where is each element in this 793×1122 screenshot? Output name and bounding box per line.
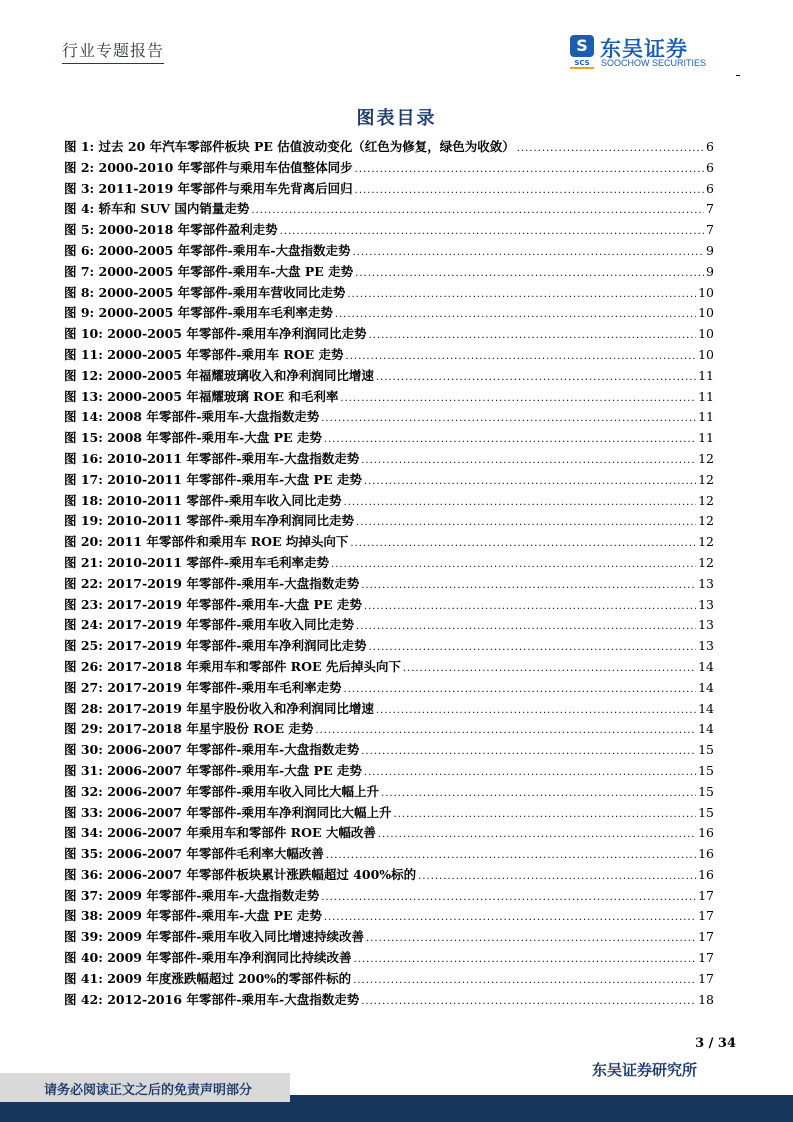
toc-entry-label: 图 4: 轿车和 SUV 国内销量走势 [64, 201, 250, 217]
toc-entry[interactable] [64, 511, 714, 532]
toc-entry-page: 12 [698, 471, 714, 487]
toc-entry-page: 14 [698, 679, 714, 695]
toc-entry-label: 图 19: 2010-2011 零部件-乘用车净利润同比走势 [64, 513, 355, 529]
toc-entry[interactable] [64, 948, 714, 969]
toc-entry[interactable] [64, 553, 714, 574]
toc-entry-page: 16 [698, 825, 714, 841]
toc-entry[interactable] [64, 449, 714, 470]
logo-mark-icon: S [570, 35, 594, 57]
toc-entry-page: 17 [698, 887, 714, 903]
toc-entry-label: 图 37: 2009 年零部件-乘用车-大盘指数走势 [64, 887, 320, 903]
leader-dots [331, 559, 696, 570]
leader-dots [353, 975, 696, 986]
toc-entry-page: 13 [698, 596, 714, 612]
toc-entry[interactable] [64, 740, 714, 761]
toc-entry-page: 13 [698, 575, 714, 591]
toc-entry-label: 图 23: 2017-2019 年零部件-乘用车-大盘 PE 走势 [64, 596, 362, 612]
toc-entry-label: 图 30: 2006-2007 年零部件-乘用车-大盘指数走势 [64, 742, 360, 758]
toc-entry-label: 图 2: 2000-2010 年零部件与乘用车估值整体同步 [64, 159, 353, 175]
toc-entry[interactable] [64, 782, 714, 803]
leader-dots [321, 413, 696, 424]
toc-entry[interactable] [64, 865, 714, 886]
toc-entry[interactable] [64, 906, 714, 927]
toc-entry-page: 17 [698, 970, 714, 986]
leader-dots [324, 434, 696, 445]
toc-entry-label: 图 31: 2006-2007 年零部件-乘用车-大盘 PE 走势 [64, 762, 362, 778]
leader-dots [353, 247, 705, 258]
leader-dots [344, 497, 697, 508]
leader-dots [335, 309, 696, 320]
toc-entry[interactable] [64, 927, 714, 948]
toc-entry-page: 10 [698, 346, 714, 362]
toc-entry-label: 图 7: 2000-2005 年零部件-乘用车-大盘 PE 走势 [64, 263, 354, 279]
company-logo [570, 35, 740, 75]
toc-entry-label: 图 14: 2008 年零部件-乘用车-大盘指数走势 [64, 409, 320, 425]
toc-entry-label: 图 39: 2009 年零部件-乘用车收入同比增速持续改善 [64, 929, 365, 945]
leader-dots [403, 663, 696, 674]
toc-entry-label: 图 32: 2006-2007 年零部件-乘用车收入同比大幅上升 [64, 783, 380, 799]
leader-dots [355, 185, 704, 196]
toc-entry[interactable] [64, 532, 714, 553]
report-category: 行业专题报告 [62, 38, 164, 64]
leader-dots [356, 621, 696, 632]
toc-entry-label: 图 40: 2009 年零部件-乘用车净利润同比持续改善 [64, 950, 352, 966]
toc-entry-label: 图 13: 2000-2005 年福耀玻璃 ROE 和毛利率 [64, 388, 339, 404]
logo-english-name: SOOCHOW SECURITIES [601, 58, 707, 68]
toc-entry[interactable] [64, 241, 714, 262]
toc-entry[interactable] [64, 179, 714, 200]
toc-entry-label: 图 8: 2000-2005 年零部件-乘用车营收同比走势 [64, 284, 346, 300]
toc-entry-label: 图 34: 2006-2007 年乘用车和零部件 ROE 大幅改善 [64, 825, 376, 841]
toc-entry-page: 10 [698, 284, 714, 300]
toc-entry-page: 14 [698, 700, 714, 716]
toc-entry-page: 16 [698, 866, 714, 882]
toc-entry[interactable] [64, 969, 714, 990]
toc-entry-page: 6 [706, 159, 714, 175]
toc-entry-label: 图 41: 2009 年度涨跌幅超过 200%的零部件标的 [64, 970, 352, 986]
leader-dots [315, 725, 696, 736]
toc-entry-label: 图 42: 2012-2016 年零部件-乘用车-大盘指数走势 [64, 991, 360, 1007]
toc-entry-label: 图 11: 2000-2005 年零部件-乘用车 ROE 走势 [64, 346, 344, 362]
toc-entry[interactable] [64, 699, 714, 720]
toc-entry-page: 10 [698, 326, 714, 342]
toc-entry-label: 图 26: 2017-2018 年乘用车和零部件 ROE 先后掉头向下 [64, 658, 401, 674]
toc-entry[interactable] [64, 636, 714, 657]
toc-entry-label: 图 36: 2006-2007 年零部件板块累计涨跌幅超过 400%标的 [64, 866, 417, 882]
toc-entry-page: 12 [698, 450, 714, 466]
toc-entry-page: 14 [698, 658, 714, 674]
toc-entry-page: 11 [698, 430, 714, 446]
logo-abbr: SCS [570, 59, 594, 69]
toc-entry-page: 9 [706, 242, 714, 258]
toc-entry-page: 12 [698, 513, 714, 529]
toc-entry[interactable] [64, 324, 714, 345]
leader-dots [376, 705, 696, 716]
toc-entry[interactable] [64, 886, 714, 907]
toc-entry-page: 16 [698, 846, 714, 862]
header-mark [736, 75, 740, 76]
toc-entry-page: 12 [698, 554, 714, 570]
leader-dots [517, 143, 704, 154]
toc-entry[interactable] [64, 345, 714, 366]
toc-entry-label: 图 28: 2017-2019 年星宇股份收入和净利润同比增速 [64, 700, 374, 716]
toc-entry-page: 15 [698, 804, 714, 820]
toc-entry-label: 图 3: 2011-2019 年零部件与乘用车先背离后回归 [64, 180, 353, 196]
leader-dots [346, 351, 697, 362]
leader-dots [355, 268, 704, 279]
leader-dots [324, 912, 696, 923]
toc-entry-label: 图 25: 2017-2019 年零部件-乘用车净利润同比走势 [64, 638, 367, 654]
toc-entry-label: 图 10: 2000-2005 年零部件-乘用车净利润同比走势 [64, 326, 367, 342]
toc-entry[interactable] [64, 803, 714, 824]
toc-entry-label: 图 16: 2010-2011 年零部件-乘用车-大盘指数走势 [64, 450, 360, 466]
leader-dots [418, 871, 696, 882]
leader-dots [350, 538, 696, 549]
leader-dots [340, 393, 696, 404]
toc-entry-page: 15 [698, 742, 714, 758]
leader-dots [347, 289, 696, 300]
toc-entry-label: 图 24: 2017-2019 年零部件-乘用车收入同比走势 [64, 617, 355, 633]
toc-entry-page: 6 [706, 180, 714, 196]
toc-entry-page: 11 [698, 409, 714, 425]
toc-entry-page: 11 [698, 367, 714, 383]
toc-entry-label: 图 6: 2000-2005 年零部件-乘用车-大盘指数走势 [64, 242, 351, 258]
toc-entry-label: 图 38: 2009 年零部件-乘用车-大盘 PE 走势 [64, 908, 322, 924]
toc-entry-page: 7 [706, 222, 714, 238]
toc-entry-page: 17 [698, 950, 714, 966]
toc-entry-page: 15 [698, 762, 714, 778]
leader-dots [361, 580, 696, 591]
leader-dots [355, 164, 704, 175]
toc-entry-label: 图 33: 2006-2007 年零部件-乘用车净利润同比大幅上升 [64, 804, 392, 820]
leader-dots [361, 455, 696, 466]
leader-dots [344, 684, 697, 695]
toc-entry[interactable] [64, 199, 714, 220]
toc-entry-label: 图 21: 2010-2011 零部件-乘用车毛利率走势 [64, 554, 330, 570]
toc-entry-label: 图 9: 2000-2005 年零部件-乘用车毛利率走势 [64, 305, 333, 321]
toc-entry-label: 图 15: 2008 年零部件-乘用车-大盘 PE 走势 [64, 430, 322, 446]
toc-entry-label: 图 18: 2010-2011 零部件-乘用车收入同比走势 [64, 492, 342, 508]
toc-entry-page: 17 [698, 929, 714, 945]
toc-entry[interactable] [64, 220, 714, 241]
leader-dots [378, 829, 696, 840]
toc-entry-page: 10 [698, 305, 714, 321]
leader-dots [381, 788, 696, 799]
toc-entry[interactable] [64, 470, 714, 491]
toc-entry[interactable] [64, 428, 714, 449]
toc-entry[interactable] [64, 657, 714, 678]
leader-dots [361, 746, 696, 757]
toc-entry[interactable] [64, 491, 714, 512]
table-of-figures [64, 137, 714, 1010]
toc-entry-page: 9 [706, 263, 714, 279]
toc-entry[interactable] [64, 283, 714, 304]
toc-entry-label: 图 29: 2017-2018 年星宇股份 ROE 走势 [64, 721, 314, 737]
page-title: 图表目录 [356, 108, 437, 129]
toc-entry-page: 12 [698, 534, 714, 550]
leader-dots [280, 226, 704, 237]
toc-entry[interactable] [64, 366, 714, 387]
leader-dots [369, 642, 697, 653]
toc-entry[interactable] [64, 303, 714, 324]
toc-entry[interactable] [64, 844, 714, 865]
toc-entry[interactable] [64, 137, 714, 158]
toc-entry-page: 15 [698, 783, 714, 799]
page-number: 3 / 34 [695, 1036, 736, 1051]
leader-dots [321, 892, 696, 903]
toc-entry[interactable] [64, 823, 714, 844]
toc-entry[interactable] [64, 719, 714, 740]
toc-entry-page: 7 [706, 201, 714, 217]
toc-entry[interactable] [64, 615, 714, 636]
disclaimer-text: 请务必阅读正文之后的免责声明部分 [44, 1083, 253, 1098]
toc-entry-page: 11 [698, 388, 714, 404]
toc-entry[interactable] [64, 678, 714, 699]
leader-dots [369, 330, 697, 341]
toc-entry[interactable] [64, 407, 714, 428]
leader-dots [361, 996, 696, 1007]
toc-entry-label: 图 17: 2010-2011 年零部件-乘用车-大盘 PE 走势 [64, 471, 362, 487]
toc-entry-label: 图 12: 2000-2005 年福耀玻璃收入和净利润同比增速 [64, 367, 374, 383]
toc-entry[interactable] [64, 574, 714, 595]
toc-entry[interactable] [64, 761, 714, 782]
toc-entry[interactable] [64, 595, 714, 616]
disclaimer-box [0, 1073, 290, 1102]
leader-dots [366, 933, 696, 944]
toc-entry-page: 17 [698, 908, 714, 924]
toc-entry-page: 14 [698, 721, 714, 737]
institute-name: 东吴证券研究所 [591, 1061, 697, 1079]
toc-entry[interactable] [64, 158, 714, 179]
toc-entry-label: 图 22: 2017-2019 年零部件-乘用车-大盘指数走势 [64, 575, 360, 591]
toc-entry-label: 图 35: 2006-2007 年零部件毛利率大幅改善 [64, 846, 324, 862]
logo-chinese-name: 东吴证券 [600, 37, 688, 61]
leader-dots [251, 205, 704, 216]
toc-entry-label: 图 1: 过去 20 年汽车零部件板块 PE 估值波动变化（红色为修复，绿色为收敛） [64, 139, 515, 154]
toc-entry-page: 13 [698, 617, 714, 633]
leader-dots [364, 601, 696, 612]
toc-entry-page: 18 [698, 991, 714, 1007]
toc-entry-label: 图 20: 2011 年零部件和乘用车 ROE 均掉头向下 [64, 534, 349, 550]
toc-entry-page: 6 [706, 139, 714, 154]
toc-entry-label: 图 5: 2000-2018 年零部件盈利走势 [64, 222, 278, 238]
leader-dots [356, 517, 696, 528]
toc-entry-label: 图 27: 2017-2019 年零部件-乘用车毛利率走势 [64, 679, 342, 695]
leader-dots [354, 954, 697, 965]
leader-dots [376, 372, 696, 383]
toc-entry[interactable] [64, 990, 714, 1011]
leader-dots [364, 767, 696, 778]
toc-entry-page: 12 [698, 492, 714, 508]
leader-dots [394, 809, 697, 820]
leader-dots [326, 850, 696, 861]
toc-entry[interactable] [64, 262, 714, 283]
toc-entry[interactable] [64, 387, 714, 408]
toc-entry-page: 13 [698, 638, 714, 654]
leader-dots [364, 476, 696, 487]
